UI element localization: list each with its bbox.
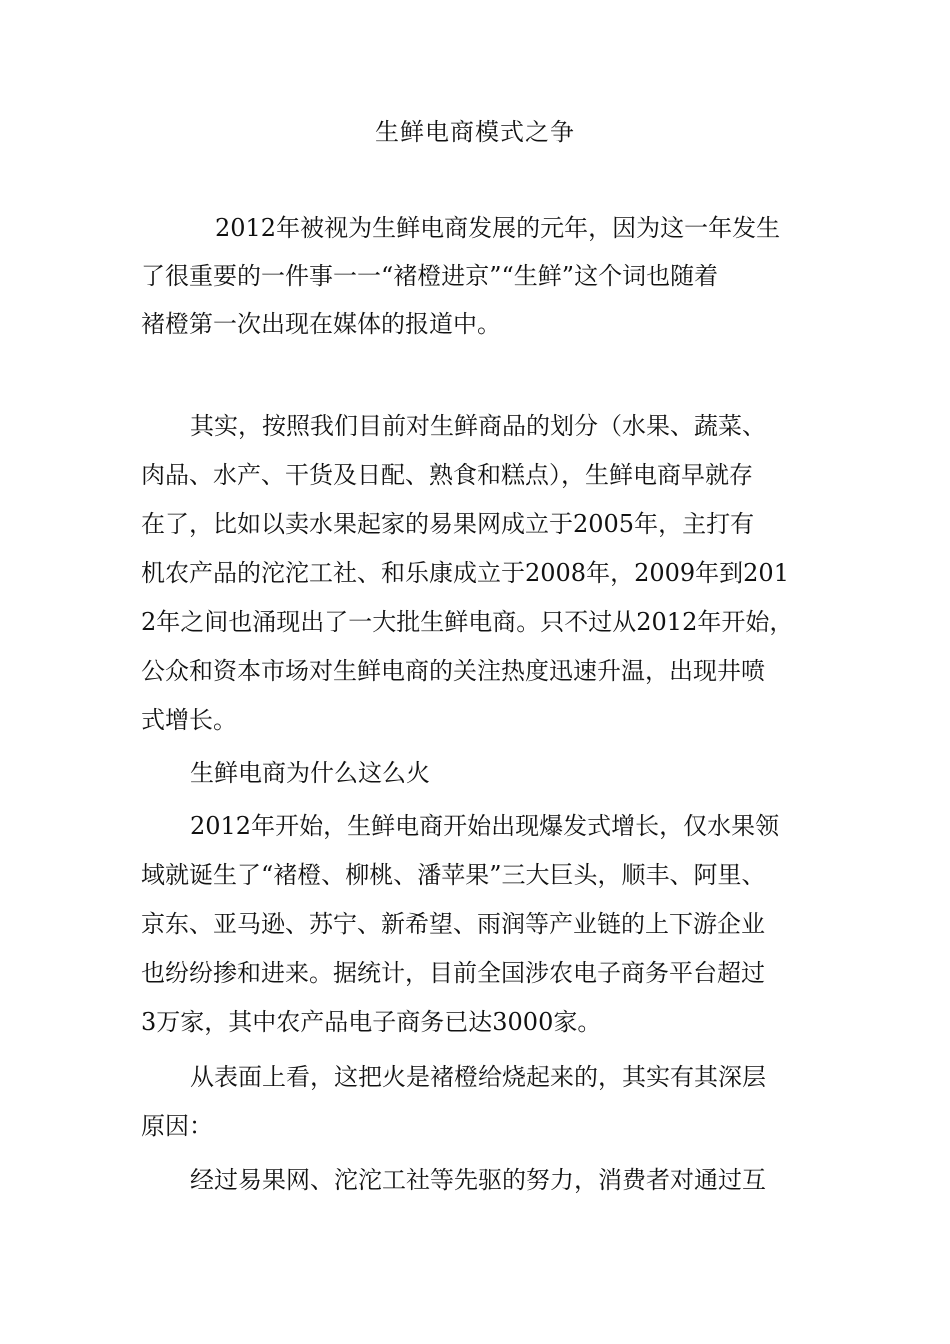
paragraph-line: 域就诞生了“褚橙、柳桃、潘苹果”三大巨头，顺丰、阿里、 (141, 861, 766, 889)
paragraph-line: 式增长。 (141, 706, 237, 734)
paragraph-line: 经过易果网、沱沱工社等先驱的努力，消费者对通过互 (190, 1166, 766, 1194)
document-title: 生鲜电商模式之争 (375, 118, 575, 146)
paragraph-line: 京东、亚马逊、苏宁、新希望、雨润等产业链的上下游企业 (141, 910, 765, 938)
paragraph-line: 2012年开始，生鲜电商开始出现爆发式增长，仅水果领 (190, 812, 780, 840)
paragraph-line: 3万家，其中农产品电子商务已达3000家。 (141, 1008, 602, 1036)
paragraph-line: 肉品、水产、干货及日配、熟食和糕点），生鲜电商早就存 (141, 461, 753, 489)
paragraph-line: 褚橙第一次出现在媒体的报道中。 (141, 310, 501, 338)
paragraph-line: 从表面上看，这把火是褚橙给烧起来的，其实有其深层 (190, 1063, 766, 1091)
paragraph-line: 公众和资本市场对生鲜电商的关注热度迅速升温，出现井喷 (141, 657, 765, 685)
section-heading: 生鲜电商为什么这么火 (190, 759, 430, 787)
paragraph-line: 也纷纷掺和进来。据统计，目前全国涉农电子商务平台超过 (141, 959, 765, 987)
paragraph-line: 在了，比如以卖水果起家的易果网成立于2005年，主打有 (141, 510, 755, 538)
paragraph-line: 了很重要的一件事一一“褚橙进京”“生鲜”这个词也随着 (141, 262, 719, 290)
paragraph-line: 其实，按照我们目前对生鲜商品的划分（水果、蔬菜、 (190, 412, 766, 440)
paragraph-line: 2年之间也涌现出了一大批生鲜电商。只不过从2012年开始， (141, 608, 794, 636)
paragraph-line: 原因： (141, 1112, 213, 1140)
paragraph-line: 机农产品的沱沱工社、和乐康成立于2008年，2009年到201 (141, 559, 789, 587)
paragraph-line: 2012年被视为生鲜电商发展的元年，因为这一年发生 (215, 214, 781, 242)
